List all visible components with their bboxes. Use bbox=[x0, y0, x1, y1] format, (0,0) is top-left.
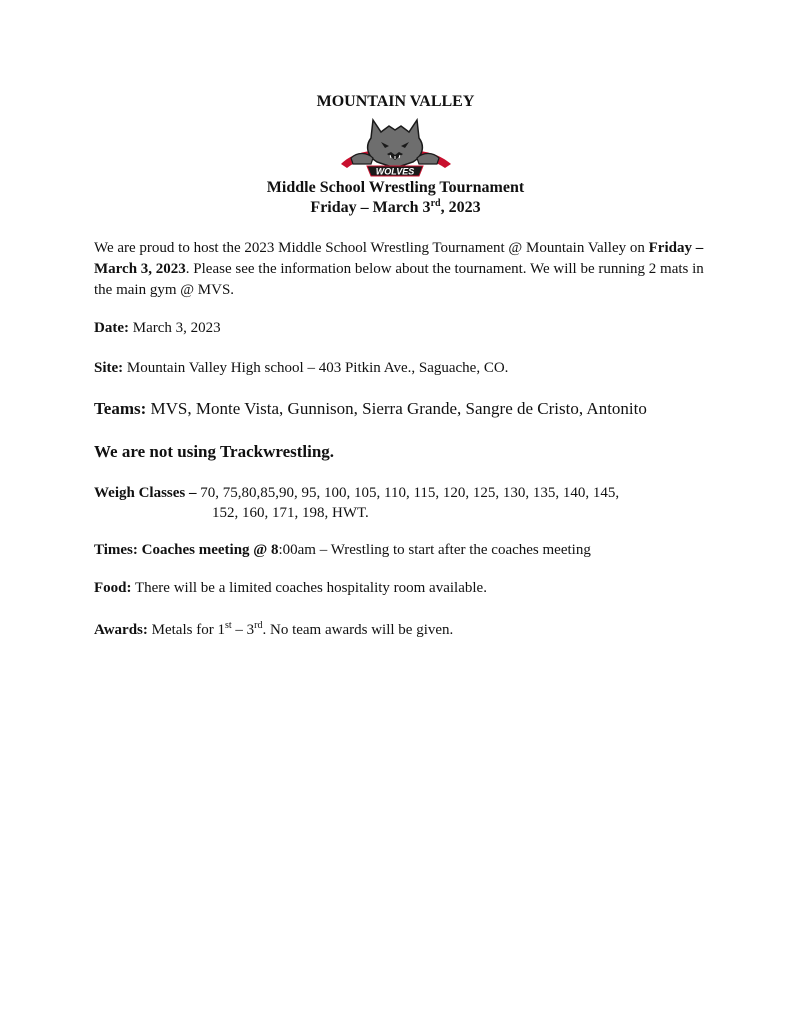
event-date: Friday – March 3rd, 2023 bbox=[310, 198, 481, 216]
site-line: Site: Mountain Valley High school – 403 Pitkin Ave., Saguache, CO. bbox=[94, 360, 509, 376]
times-line: Times: Coaches meeting @ 8:00am – Wrestling to start after the coaches meeting bbox=[94, 542, 591, 558]
date-line: Date: March 3, 2023 bbox=[94, 320, 221, 336]
wolves-logo bbox=[333, 112, 457, 178]
awards-line: Awards: Metals for 1st – 3rd. No team awards will be given. bbox=[94, 620, 454, 638]
weigh-classes-continued: 152, 160, 171, 198, HWT. bbox=[212, 505, 369, 521]
intro-paragraph: We are proud to host the 2023 Middle School Wrestling Tournament @ Mountain Valley on Friday – March 3, 2023. Please see the information below about the tournament. We will be running 2 mats in the main gym @ MVS. bbox=[94, 240, 704, 298]
teams-line: Teams: MVS, Monte Vista, Gunnison, Sierra Grande, Sangre de Cristo, Antonito bbox=[94, 399, 647, 418]
school-name: MOUNTAIN VALLEY bbox=[316, 93, 475, 110]
food-line: Food: There will be a limited coaches hospitality room available. bbox=[94, 580, 487, 596]
weigh-classes-line: Weigh Classes – 70, 75,80,85,90, 95, 100, 105, 110, 115, 120, 125, 130, 135, 140, 145, bbox=[94, 485, 620, 501]
logo-text: WOLVES bbox=[375, 166, 415, 177]
event-title: Middle School Wrestling Tournament bbox=[266, 179, 525, 196]
trackwrestling-notice: We are not using Trackwrestling. bbox=[94, 442, 335, 461]
